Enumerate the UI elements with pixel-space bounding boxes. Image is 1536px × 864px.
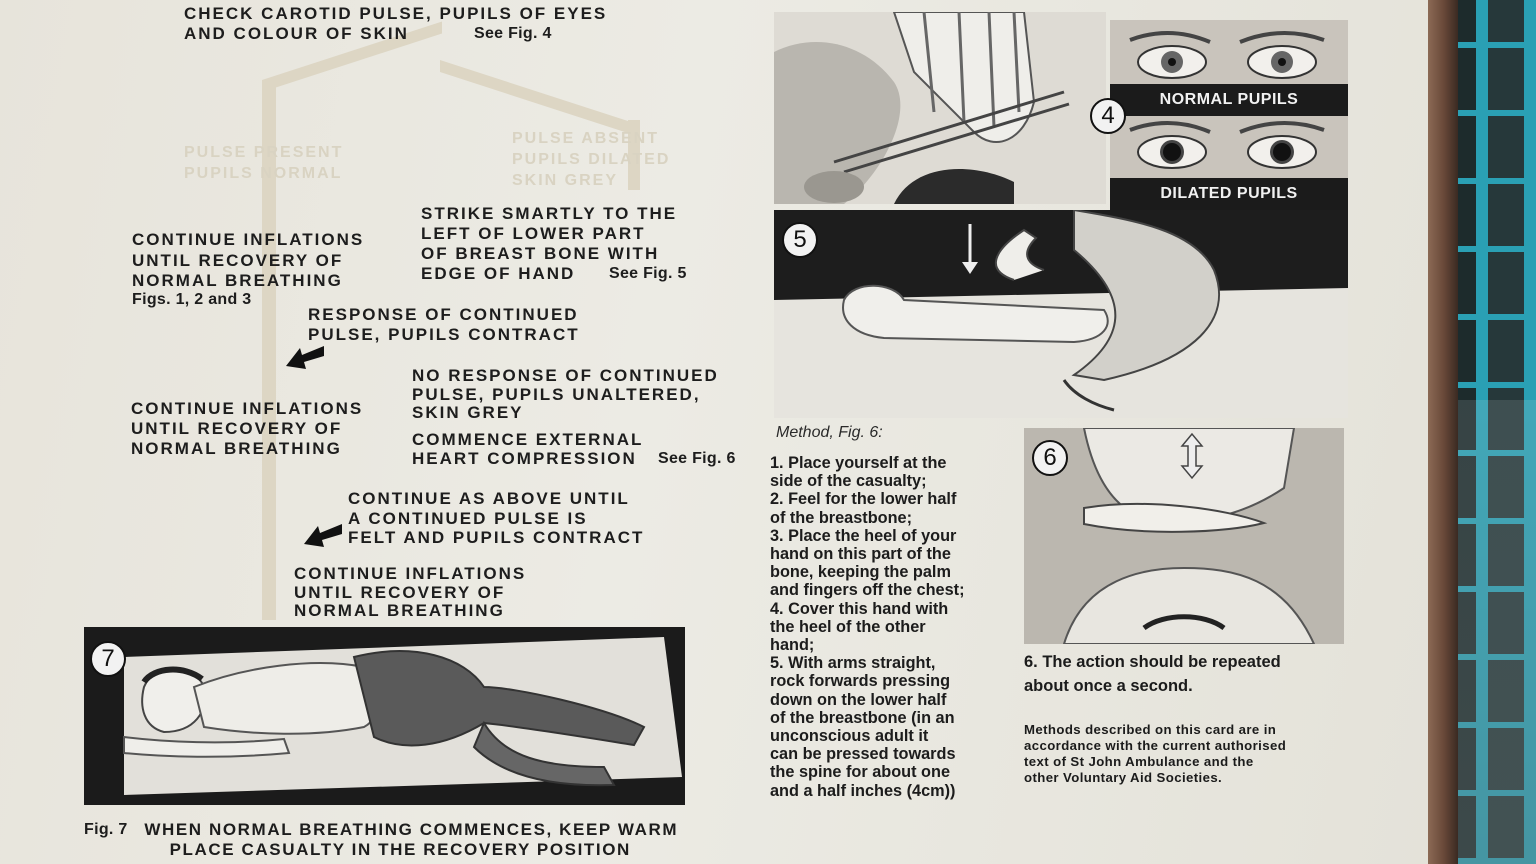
left-arrow-icon — [304, 520, 342, 548]
check-fig-ref: See Fig. 4 — [474, 25, 552, 42]
frame-edge — [1428, 0, 1458, 864]
response-text: RESPONSE OF CONTINUED PULSE, PUPILS CONTRACT — [308, 305, 580, 344]
strike-fig-ref: See Fig. 5 — [609, 265, 687, 282]
fig7-number-badge: 7 — [90, 641, 126, 677]
fig7-caption-lead: Fig. 7 — [84, 821, 128, 838]
grille-shading — [1458, 400, 1536, 864]
check-pulse-instruction: CHECK CAROTID PULSE, PUPILS OF EYES AND COLOUR OF SKIN — [184, 4, 608, 43]
no-response-text: NO RESPONSE OF CONTINUED PULSE, PUPILS UNALTERED, SKIN GREY — [412, 366, 719, 422]
ghost-text-pulse-absent: PULSE ABSENT PUPILS DILATED SKIN GREY — [512, 130, 671, 189]
commence-fig-ref: See Fig. 6 — [658, 450, 736, 467]
fig7-caption: WHEN NORMAL BREATHING COMMENCES, KEEP WARM PLACE CASUALTY IN THE RECOVERY POSITION — [144, 820, 679, 859]
continue-inflations-2: CONTINUE INFLATIONS UNTIL RECOVERY OF NORMAL BREATHING — [131, 399, 364, 458]
method-title: Method, Fig. 6: — [776, 424, 883, 441]
fig7-recovery-position-illustration — [84, 627, 685, 805]
normal-pupils-label: NORMAL PUPILS — [1110, 84, 1348, 116]
continue-1-fig-ref: Figs. 1, 2 and 3 — [132, 291, 252, 308]
commence-compression: COMMENCE EXTERNAL HEART COMPRESSION — [412, 430, 644, 468]
continue-inflations-1: CONTINUE INFLATIONS UNTIL RECOVERY OF NORMAL BREATHING — [132, 230, 365, 290]
fig6-number-badge: 6 — [1032, 440, 1068, 476]
dilated-pupils-label: DILATED PUPILS — [1110, 178, 1348, 210]
continue-above-text: CONTINUE AS ABOVE UNTIL A CONTINUED PULSE IS FELT AND PUPILS CONTRACT — [348, 489, 645, 547]
strike-instruction: STRIKE SMARTLY TO THE LEFT OF LOWER PART OF BREAST BONE WITH EDGE OF HAND — [421, 204, 678, 283]
authority-note: Methods described on this card are in accordance with the current authorised text of St John Ambulance and the other Voluntary Aid Societies. — [1024, 722, 1287, 785]
fig4-number-badge: 4 — [1090, 98, 1126, 134]
continue-inflations-3: CONTINUE INFLATIONS UNTIL RECOVERY OF NORMAL BREATHING — [294, 564, 527, 620]
fig5-number-badge: 5 — [782, 222, 818, 258]
left-arrow-icon — [286, 342, 324, 370]
fig4-pulse-check-illustration — [774, 12, 1106, 204]
ghost-flow-line — [440, 60, 640, 137]
fig5-chest-strike-illustration — [774, 210, 1348, 418]
method-steps: 1. Place yourself at the side of the casualty; 2. Feel for the lower half of the breastbone; 3. Place the heel of your hand on this part of the bone, keeping the palm and fingers off the chest; 4. Cover this hand with the heel of the other hand; 5. With arms straight, rock forwards pressing down on the lower half of the breastbone (in an unconscious adult it can be pressed towards the spine for about one and a half inches (4cm)) — [770, 454, 965, 800]
fig6-repeat-note: 6. The action should be repeated about once a second. — [1024, 653, 1281, 695]
ghost-text-pulse-present: PULSE PRESENT PUPILS NORMAL — [184, 144, 344, 182]
fig6-compression-illustration — [1024, 428, 1344, 644]
